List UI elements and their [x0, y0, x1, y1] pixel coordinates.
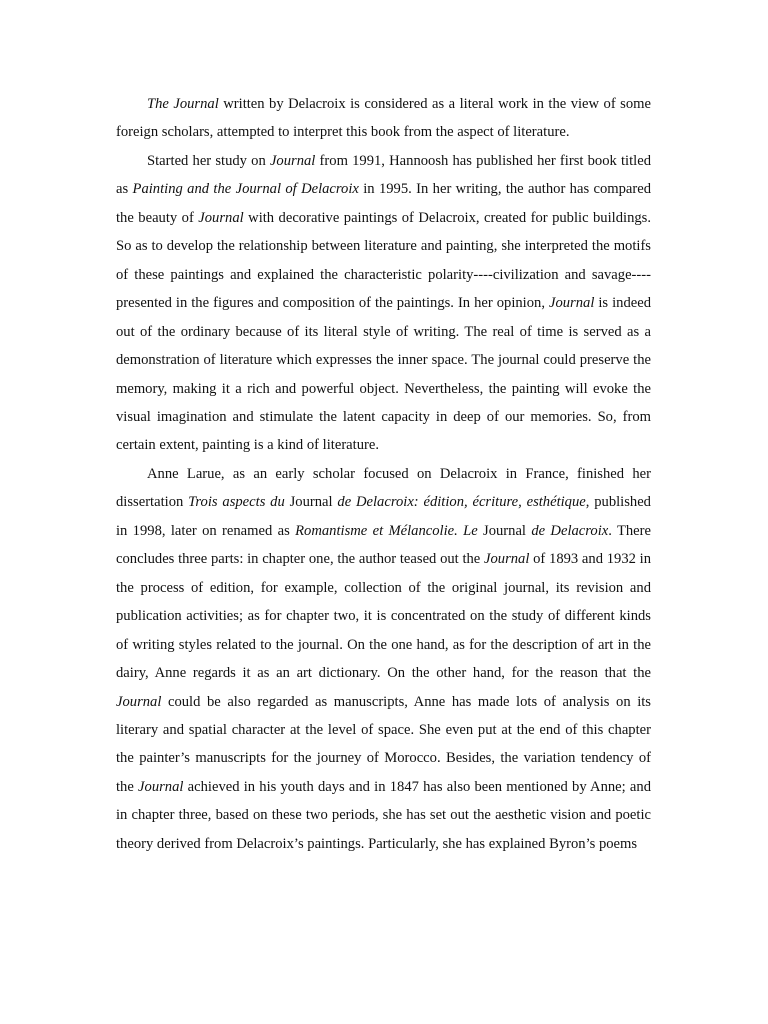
text-run: Journal: [477, 522, 532, 539]
italic-text-run: Journal: [484, 551, 530, 568]
italic-text-run: Trois aspects du: [188, 494, 285, 511]
text-run: written by Delacroix is considered as a literal work in the view of some foreign scholars, attempted to interpret this book from the aspect of literature.: [116, 96, 651, 141]
italic-text-run: Romantisme et Mélancolie. Le: [295, 522, 478, 539]
text-run: could be also regarded as manuscripts, Anne has made lots of analysis on its literary and spatial character at the level of space. She even put at the end of this chapter the painter’s manuscripts for the journey of Morocco. Besides, the variation tendency of the: [116, 693, 651, 795]
text-run: of 1893 and 1932 in the process of edition, for example, collection of the original journal, its revision and publication activities; as for chapter two, it is concentrated on the study of different kinds of writing styles related to the journal. On the one hand, as for the description of art in the dairy, Anne regards it as an art dictionary. On the other hand, for the reason that the: [116, 551, 651, 682]
text-run: Started her study on: [147, 152, 270, 169]
italic-text-run: Journal: [548, 295, 595, 312]
text-run: with decorative paintings of Delacroix, created for public buildings. So as to develop the relationship between literature and painting, she interpreted the motifs of these paintings and explained the characteristic polarity----civilization and savage----presented in the figures and composition of the paintings. In her opinion,: [116, 209, 651, 312]
italic-text-run: Journal: [116, 693, 162, 710]
paragraph-hannoosh: [116, 147, 651, 460]
text-run: achieved in his youth days and in 1847 has also been mentioned by Anne; and in chapter three, based on these two periods, she has set out the aesthetic vision and poetic theory derived from Delacroix’s paintings. Particularly, she has explained Byron’s poems: [116, 778, 651, 852]
document-page: [116, 90, 651, 858]
text-run: from 1991, Hannoosh has published her first book titled as: [116, 152, 651, 198]
italic-text-run: The Journal: [147, 96, 219, 112]
italic-text-run: Journal: [138, 778, 184, 795]
text-run: Journal: [284, 494, 338, 511]
text-run: . There concludes three parts: in chapter one, the author teased out the: [116, 522, 651, 568]
italic-text-run: de Delacroix: [531, 522, 609, 539]
italic-text-run: Journal: [198, 209, 244, 226]
italic-text-run: Journal: [269, 152, 316, 169]
italic-text-run: de Delacroix: édition, écriture, esthétique: [337, 494, 586, 511]
text-run: in 1995. In her writing, the author has compared the beauty of: [116, 181, 652, 226]
paragraph-anne-larue: [116, 460, 651, 858]
text-run: is indeed out of the ordinary because of its literal style of writing. The real of time is served as a demonstration of literature which expresses the inner space. The journal could preserve the memory, making it a rich and powerful object. Nevertheless, the painting will evoke the visual imagination and stimulate the latent capacity in deep of our memories. So, from certain extent, painting is a kind of literature.: [116, 295, 651, 454]
paragraph-journal-intro: [116, 90, 651, 147]
italic-text-run: Painting and the Journal of Delacroix: [132, 181, 359, 198]
text-run: Anne Larue, as an early scholar focused on Delacroix in France, finished her dissertation: [116, 465, 651, 511]
text-run: , published in 1998, later on renamed as: [116, 494, 651, 539]
